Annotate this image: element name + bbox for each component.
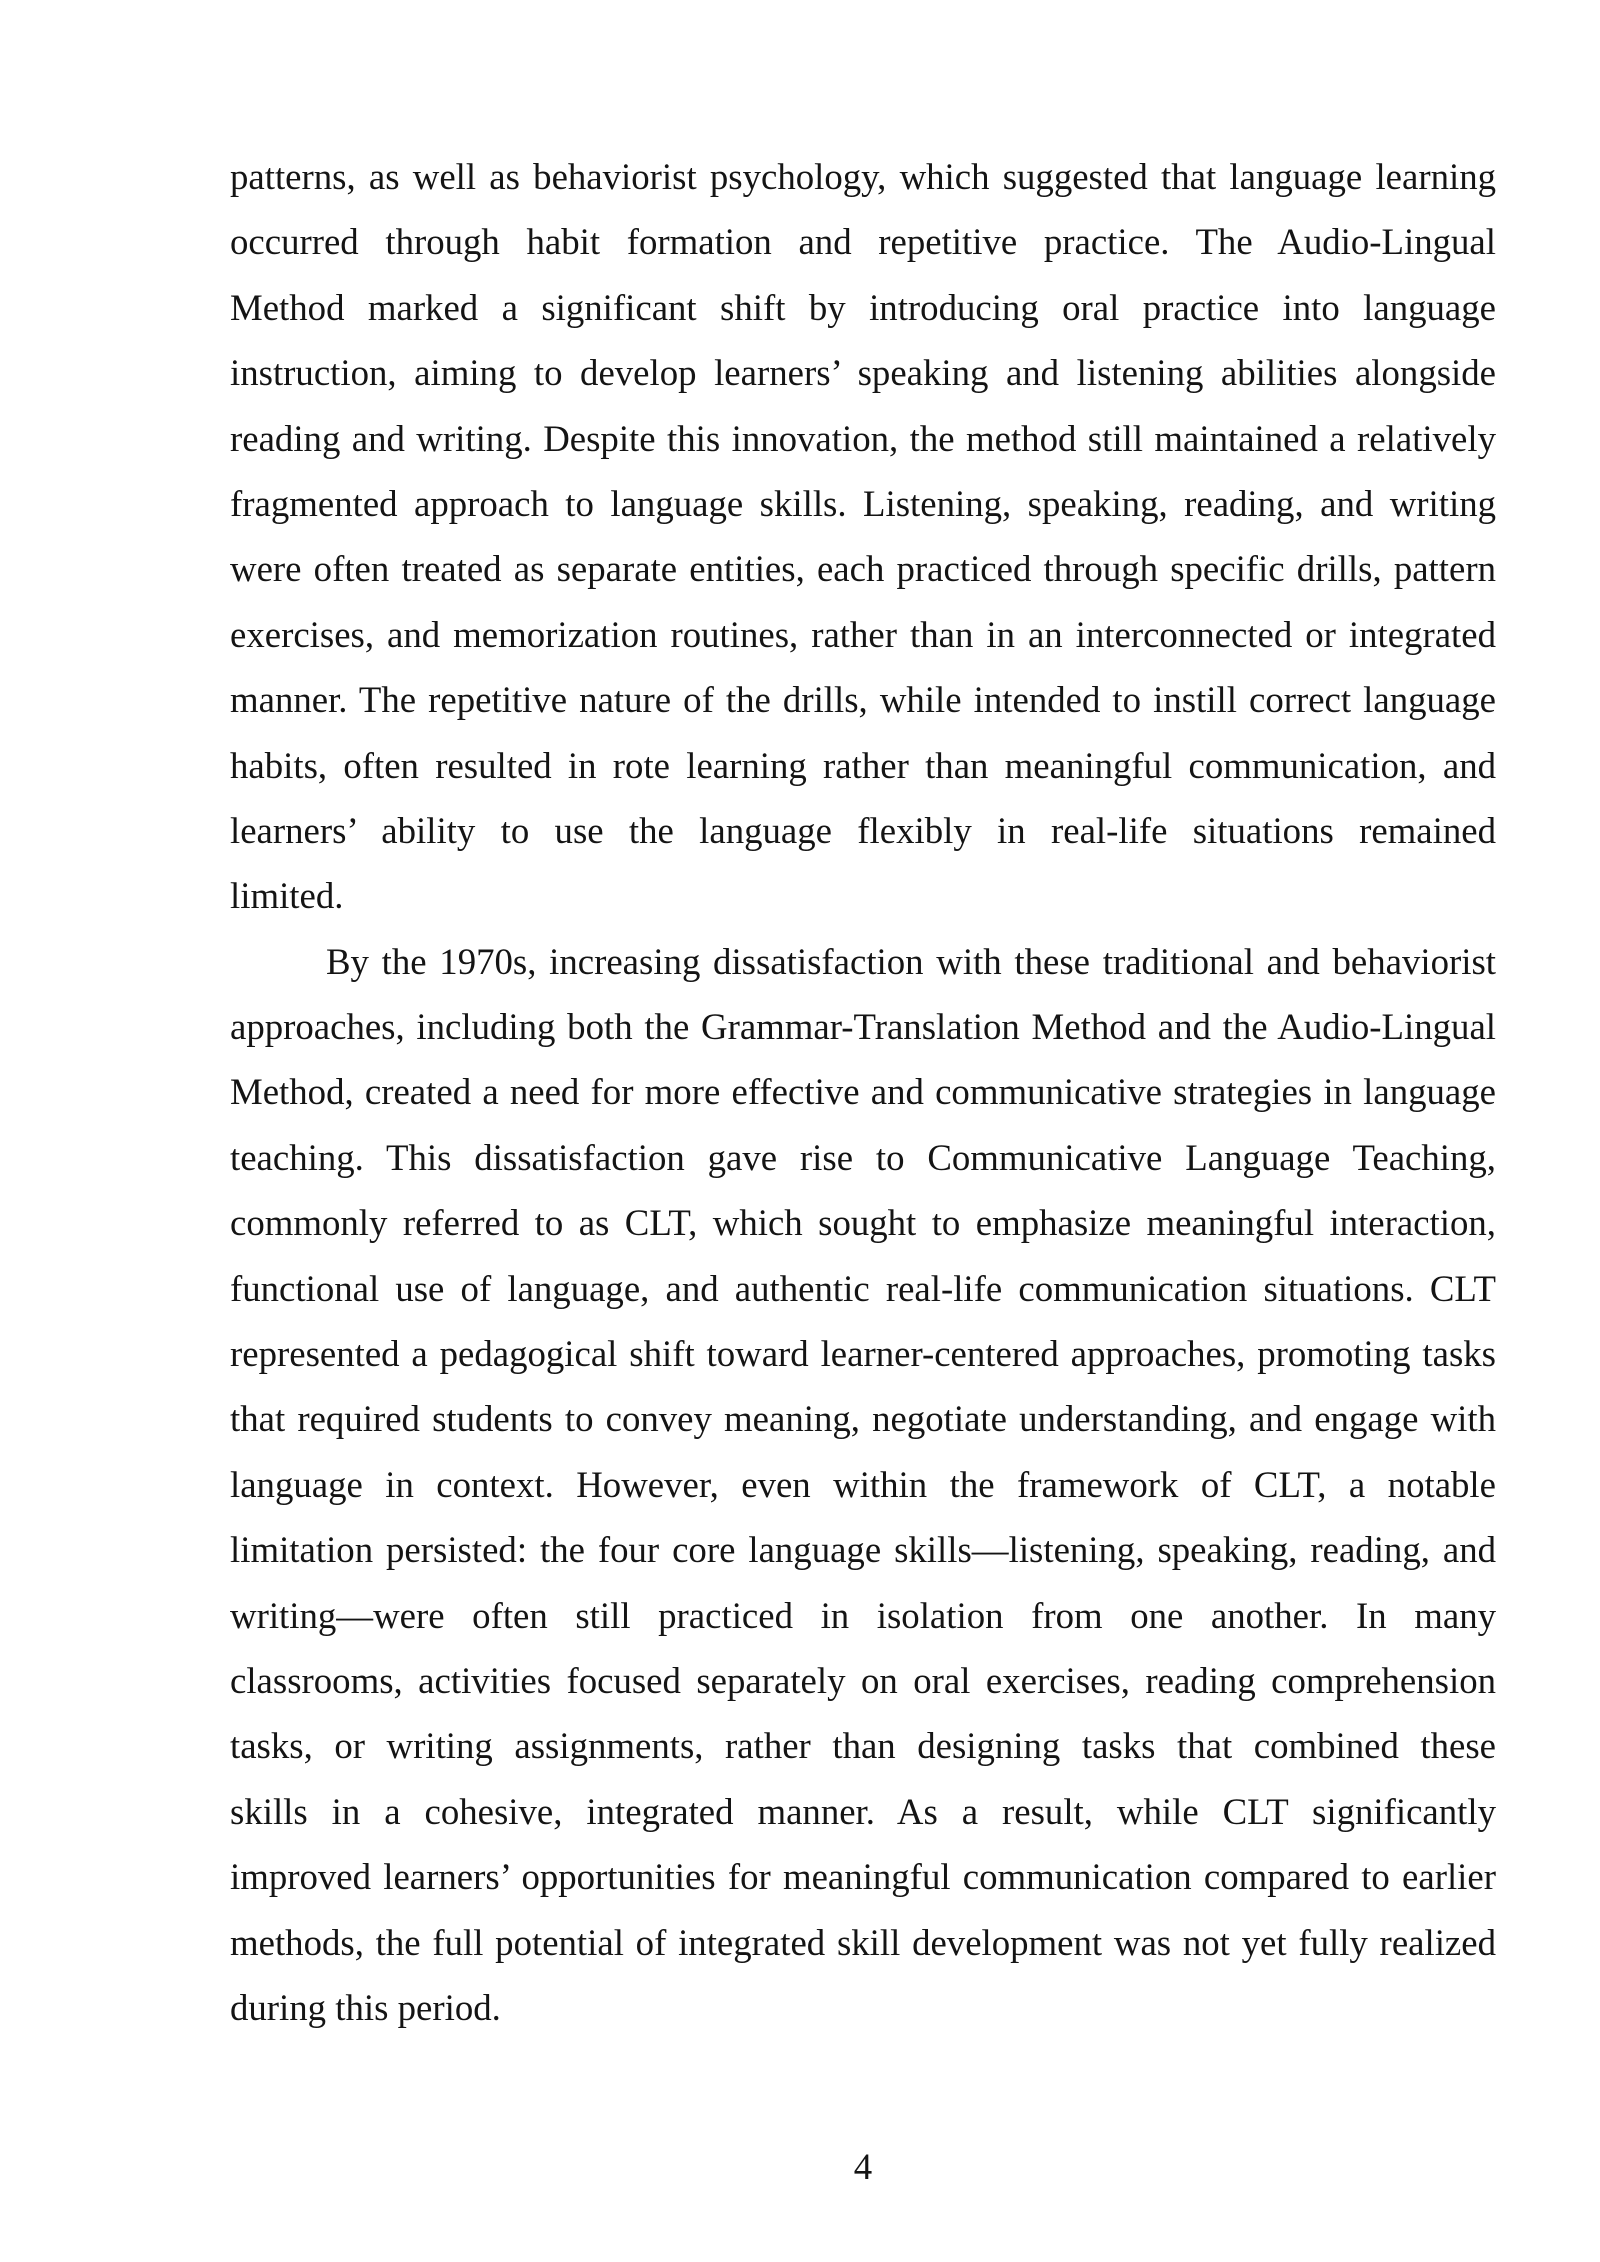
paragraph-line: during this period. (230, 1986, 501, 2028)
body-paragraph-continued (230, 144, 1496, 929)
page-number: 4 (853, 2146, 873, 2187)
paragraph-line: learners’ ability to use the language flexibly in real-life situations remained (230, 809, 1496, 851)
paragraph-line: were often treated as separate entities, each practiced through specific drills, pattern (230, 548, 1496, 590)
paragraph-line: approaches, including both the Grammar-Translation Method and the Audio-Lingual (230, 1006, 1496, 1048)
paragraph-line: functional use of language, and authentic real-life communication situations. CLT (230, 1267, 1496, 1309)
paragraph-line: exercises, and memorization routines, rather than in an interconnected or integrated (230, 613, 1496, 655)
paragraph-line: commonly referred to as CLT, which sought to emphasize meaningful interaction, (230, 1202, 1496, 1244)
paragraph-line: writing—were often still practiced in isolation from one another. In many (230, 1594, 1496, 1636)
body-paragraph (230, 929, 1496, 2041)
paragraph-line: represented a pedagogical shift toward learner-centered approaches, promoting tasks (230, 1333, 1496, 1375)
paragraph-line: teaching. This dissatisfaction gave rise to Communicative Language Teaching, (230, 1136, 1496, 1178)
document-body (230, 144, 1496, 2040)
paragraph-line: fragmented approach to language skills. Listening, speaking, reading, and writing (230, 482, 1496, 524)
paragraph-line: patterns, as well as behaviorist psychology, which suggested that language learning (230, 156, 1496, 197)
paragraph-line: occurred through habit formation and repetitive practice. The Audio-Lingual (230, 221, 1496, 263)
paragraph-first-line: By the 1970s, increasing dissatisfaction with these traditional and behaviorist (326, 940, 1496, 982)
paragraph-line: that required students to convey meaning, negotiate understanding, and engage with (230, 1398, 1496, 1440)
paragraph-line: tasks, or writing assignments, rather than designing tasks that combined these (230, 1725, 1496, 1767)
paragraph-line: Method marked a significant shift by introducing oral practice into language (230, 286, 1496, 328)
paragraph-line: Method, created a need for more effective and communicative strategies in language (230, 1071, 1496, 1113)
paragraph-line: habits, often resulted in rote learning rather than meaningful communication, and (230, 744, 1496, 786)
paragraph-line: language in context. However, even within the framework of CLT, a notable (230, 1463, 1496, 1505)
paragraph-line: limited. (230, 875, 344, 917)
paragraph-line: methods, the full potential of integrated skill development was not yet fully realized (230, 1921, 1496, 1963)
paragraph-line: reading and writing. Despite this innovation, the method still maintained a relatively (230, 417, 1496, 459)
paragraph-line: classrooms, activities focused separately on oral exercises, reading comprehension (230, 1659, 1496, 1701)
paragraph-line: manner. The repetitive nature of the drills, while intended to instill correct language (230, 679, 1496, 721)
paragraph-line: instruction, aiming to develop learners’ speaking and listening abilities alongside (230, 352, 1496, 394)
paragraph-line: limitation persisted: the four core language skills—listening, speaking, reading, and (230, 1529, 1496, 1571)
paragraph-line: skills in a cohesive, integrated manner. As a result, while CLT significantly (230, 1790, 1496, 1832)
paragraph-line: improved learners’ opportunities for meaningful communication compared to earlier (230, 1856, 1496, 1898)
